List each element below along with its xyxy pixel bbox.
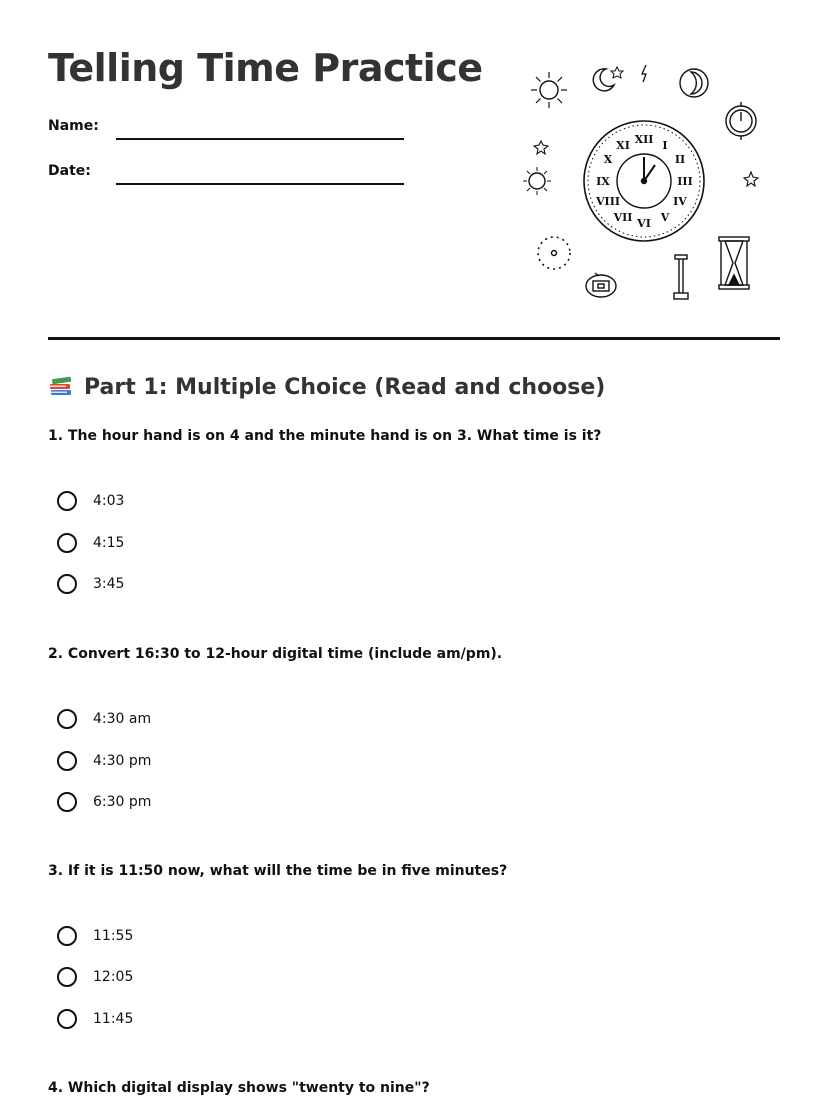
- option-label: 11:55: [93, 928, 134, 944]
- q1-option-1[interactable]: [57, 491, 124, 511]
- crescent-icon: [680, 69, 708, 97]
- worksheet-title: Telling Time Practice: [48, 46, 483, 90]
- option-label: 11:45: [93, 1011, 134, 1027]
- date-label: Date:: [48, 163, 91, 179]
- radio-button[interactable]: [57, 574, 77, 594]
- svg-text:XII: XII: [634, 133, 654, 146]
- option-label: 4:30 pm: [93, 753, 152, 769]
- option-label: 6:30 pm: [93, 794, 152, 810]
- star-icon-left: [534, 141, 548, 154]
- name-label: Name:: [48, 118, 99, 134]
- q1-option-2[interactable]: [57, 533, 124, 553]
- moon-icon: [593, 69, 614, 91]
- clock-clipart-icon: [520, 55, 770, 305]
- name-line[interactable]: [116, 138, 404, 140]
- radio-button[interactable]: [57, 709, 77, 729]
- question-4: 4. Which digital display shows "twenty to nine"?: [48, 1080, 430, 1096]
- q3-option-2[interactable]: [57, 967, 133, 987]
- star-icon-right: [744, 172, 758, 186]
- svg-text:X: X: [603, 153, 613, 166]
- small-sun-icon: [523, 167, 551, 195]
- main-clock-icon: [584, 121, 704, 241]
- radio-button[interactable]: [57, 926, 77, 946]
- radio-button[interactable]: [57, 533, 77, 553]
- radio-button[interactable]: [57, 792, 77, 812]
- question-2: 2. Convert 16:30 to 12-hour digital time (include am/pm).: [48, 646, 503, 662]
- small-star-icon: [611, 67, 623, 78]
- part1-title-text: Part 1: Multiple Choice (Read and choose): [84, 374, 606, 400]
- date-line[interactable]: [116, 183, 404, 185]
- radio-button[interactable]: [57, 491, 77, 511]
- q1-option-3[interactable]: [57, 574, 124, 594]
- q2-option-3[interactable]: [57, 792, 151, 812]
- small-clock-icon: [726, 102, 756, 140]
- sun-icon: [531, 72, 567, 108]
- svg-text:V: V: [660, 211, 670, 224]
- option-label: 4:03: [93, 493, 125, 509]
- svg-text:IX: IX: [596, 175, 610, 188]
- radio-button[interactable]: [57, 967, 77, 987]
- question-1: 1. The hour hand is on 4 and the minute hand is on 3. What time is it?: [48, 428, 602, 444]
- lightning-icon: [642, 65, 646, 82]
- q3-option-1[interactable]: [57, 926, 133, 946]
- option-label: 12:05: [93, 969, 134, 985]
- section-divider: [48, 337, 780, 340]
- svg-text:XI: XI: [616, 139, 630, 152]
- q3-option-3[interactable]: [57, 1009, 133, 1029]
- question-3: 3. If it is 11:50 now, what will the time be in five minutes?: [48, 863, 508, 879]
- radio-icon: [586, 273, 616, 297]
- svg-text:IV: IV: [673, 195, 687, 208]
- books-icon: [48, 374, 74, 400]
- svg-text:II: II: [674, 153, 686, 166]
- hourglass-icon: [719, 237, 749, 289]
- radio-button[interactable]: [57, 1009, 77, 1029]
- q2-option-1[interactable]: [57, 709, 151, 729]
- radio-button[interactable]: [57, 751, 77, 771]
- svg-text:VIII: VIII: [596, 195, 620, 208]
- option-label: 3:45: [93, 576, 125, 592]
- svg-text:III: III: [677, 175, 693, 188]
- candle-stand-icon: [674, 255, 688, 299]
- svg-text:VI: VI: [637, 217, 651, 230]
- svg-text:VII: VII: [613, 211, 633, 224]
- part1-title: [48, 374, 605, 400]
- svg-text:I: I: [662, 139, 668, 152]
- q2-option-2[interactable]: [57, 751, 151, 771]
- option-label: 4:30 am: [93, 711, 152, 727]
- option-label: 4:15: [93, 535, 125, 551]
- dotted-circle-icon: [538, 237, 570, 269]
